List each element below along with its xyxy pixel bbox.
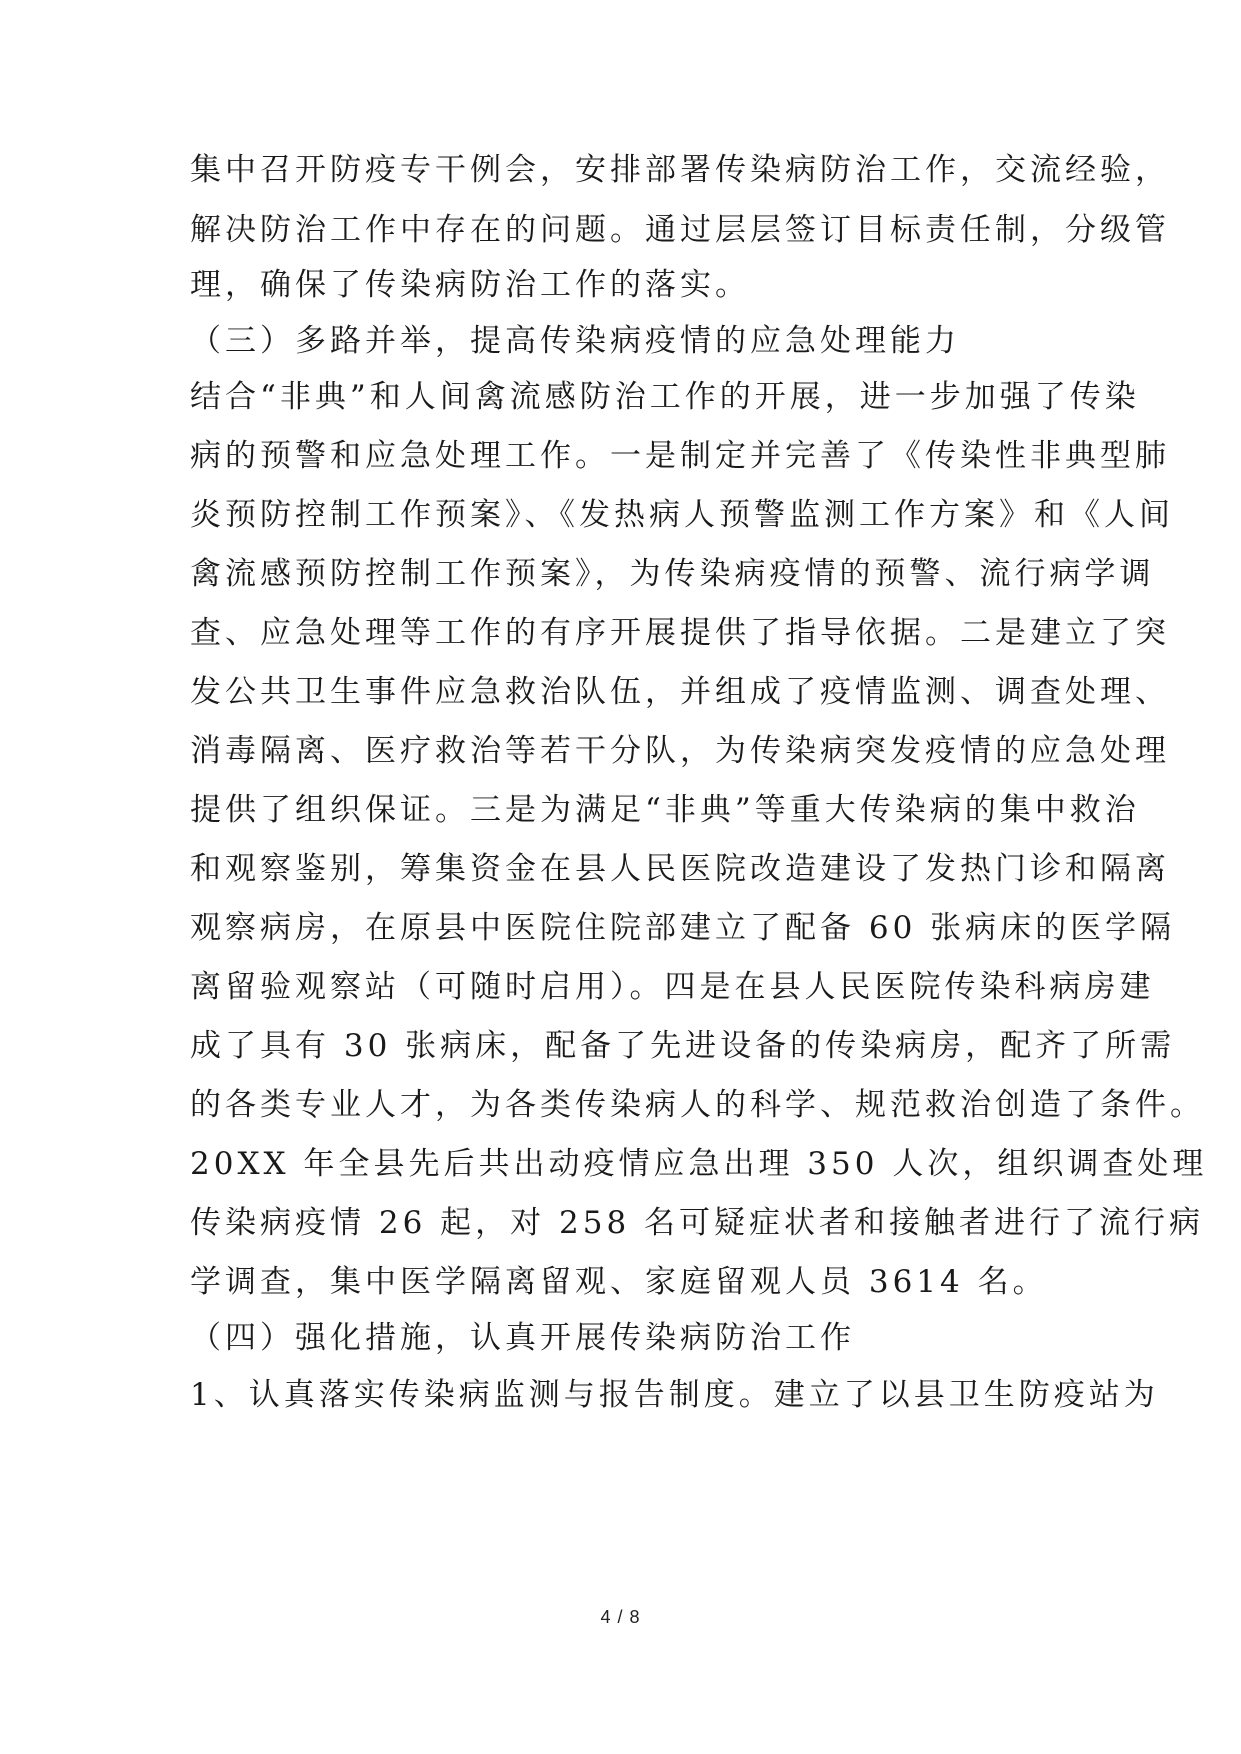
body-text-line: 理，确保了传染病防治工作的落实。 (190, 267, 750, 303)
body-text-line: 1、认真落实传染病监测与报告制度。建立了以县卫生防疫站为 (190, 1377, 1159, 1413)
body-text-line: 提供了组织保证。三是为满足“非典”等重大传染病的集中救治 (190, 792, 1140, 828)
section-heading: （四）强化措施，认真开展传染病防治工作 (190, 1320, 855, 1356)
body-text-line: 的各类专业人才，为各类传染病人的科学、规范救治创造了条件。 (190, 1087, 1205, 1123)
body-text-line: 学调查，集中医学隔离留观、家庭留观人员 3614 名。 (190, 1264, 1048, 1300)
body-text-line: 成了具有 30 张病床，配备了先进设备的传染病房，配齐了所需 (190, 1028, 1176, 1064)
body-text-line: 炎预防控制工作预案》、《发热病人预警监测工作方案》和《人间 (190, 497, 1174, 533)
body-text-line: 病的预警和应急处理工作。一是制定并完善了《传染性非典型肺 (190, 438, 1170, 474)
body-text-line: 解决防治工作中存在的问题。通过层层签订目标责任制，分级管 (190, 212, 1170, 248)
body-text-line: 发公共卫生事件应急救治队伍，并组成了疫情监测、调查处理、 (190, 674, 1170, 710)
body-text-line: 20XX 年全县先后共出动疫情应急出理 350 人次，组织调查处理 (190, 1146, 1208, 1182)
body-text-line: 集中召开防疫专干例会，安排部署传染病防治工作，交流经验， (190, 152, 1170, 188)
body-text-line: 传染病疫情 26 起，对 258 名可疑症状者和接触者进行了流行病 (190, 1205, 1205, 1241)
body-text-line: 和观察鉴别，筹集资金在县人民医院改造建设了发热门诊和隔离 (190, 851, 1170, 887)
body-text-line: 观察病房，在原县中医院住院部建立了配备 60 张病床的医学隔 (190, 910, 1176, 946)
body-text-line: 离留验观察站（可随时启用）。四是在县人民医院传染科病房建 (190, 969, 1155, 1005)
page-number: 4 / 8 (600, 1607, 641, 1627)
body-text-line: 禽流感预防控制工作预案》，为传染病疫情的预警、流行病学调 (190, 556, 1155, 592)
section-heading: （三）多路并举，提高传染病疫情的应急处理能力 (190, 323, 960, 359)
body-text-line: 查、应急处理等工作的有序开展提供了指导依据。二是建立了突 (190, 615, 1170, 651)
body-text-line: 消毒隔离、医疗救治等若干分队，为传染病突发疫情的应急处理 (190, 733, 1170, 769)
body-text-line: 结合“非典”和人间禽流感防治工作的开展，进一步加强了传染 (190, 379, 1140, 415)
